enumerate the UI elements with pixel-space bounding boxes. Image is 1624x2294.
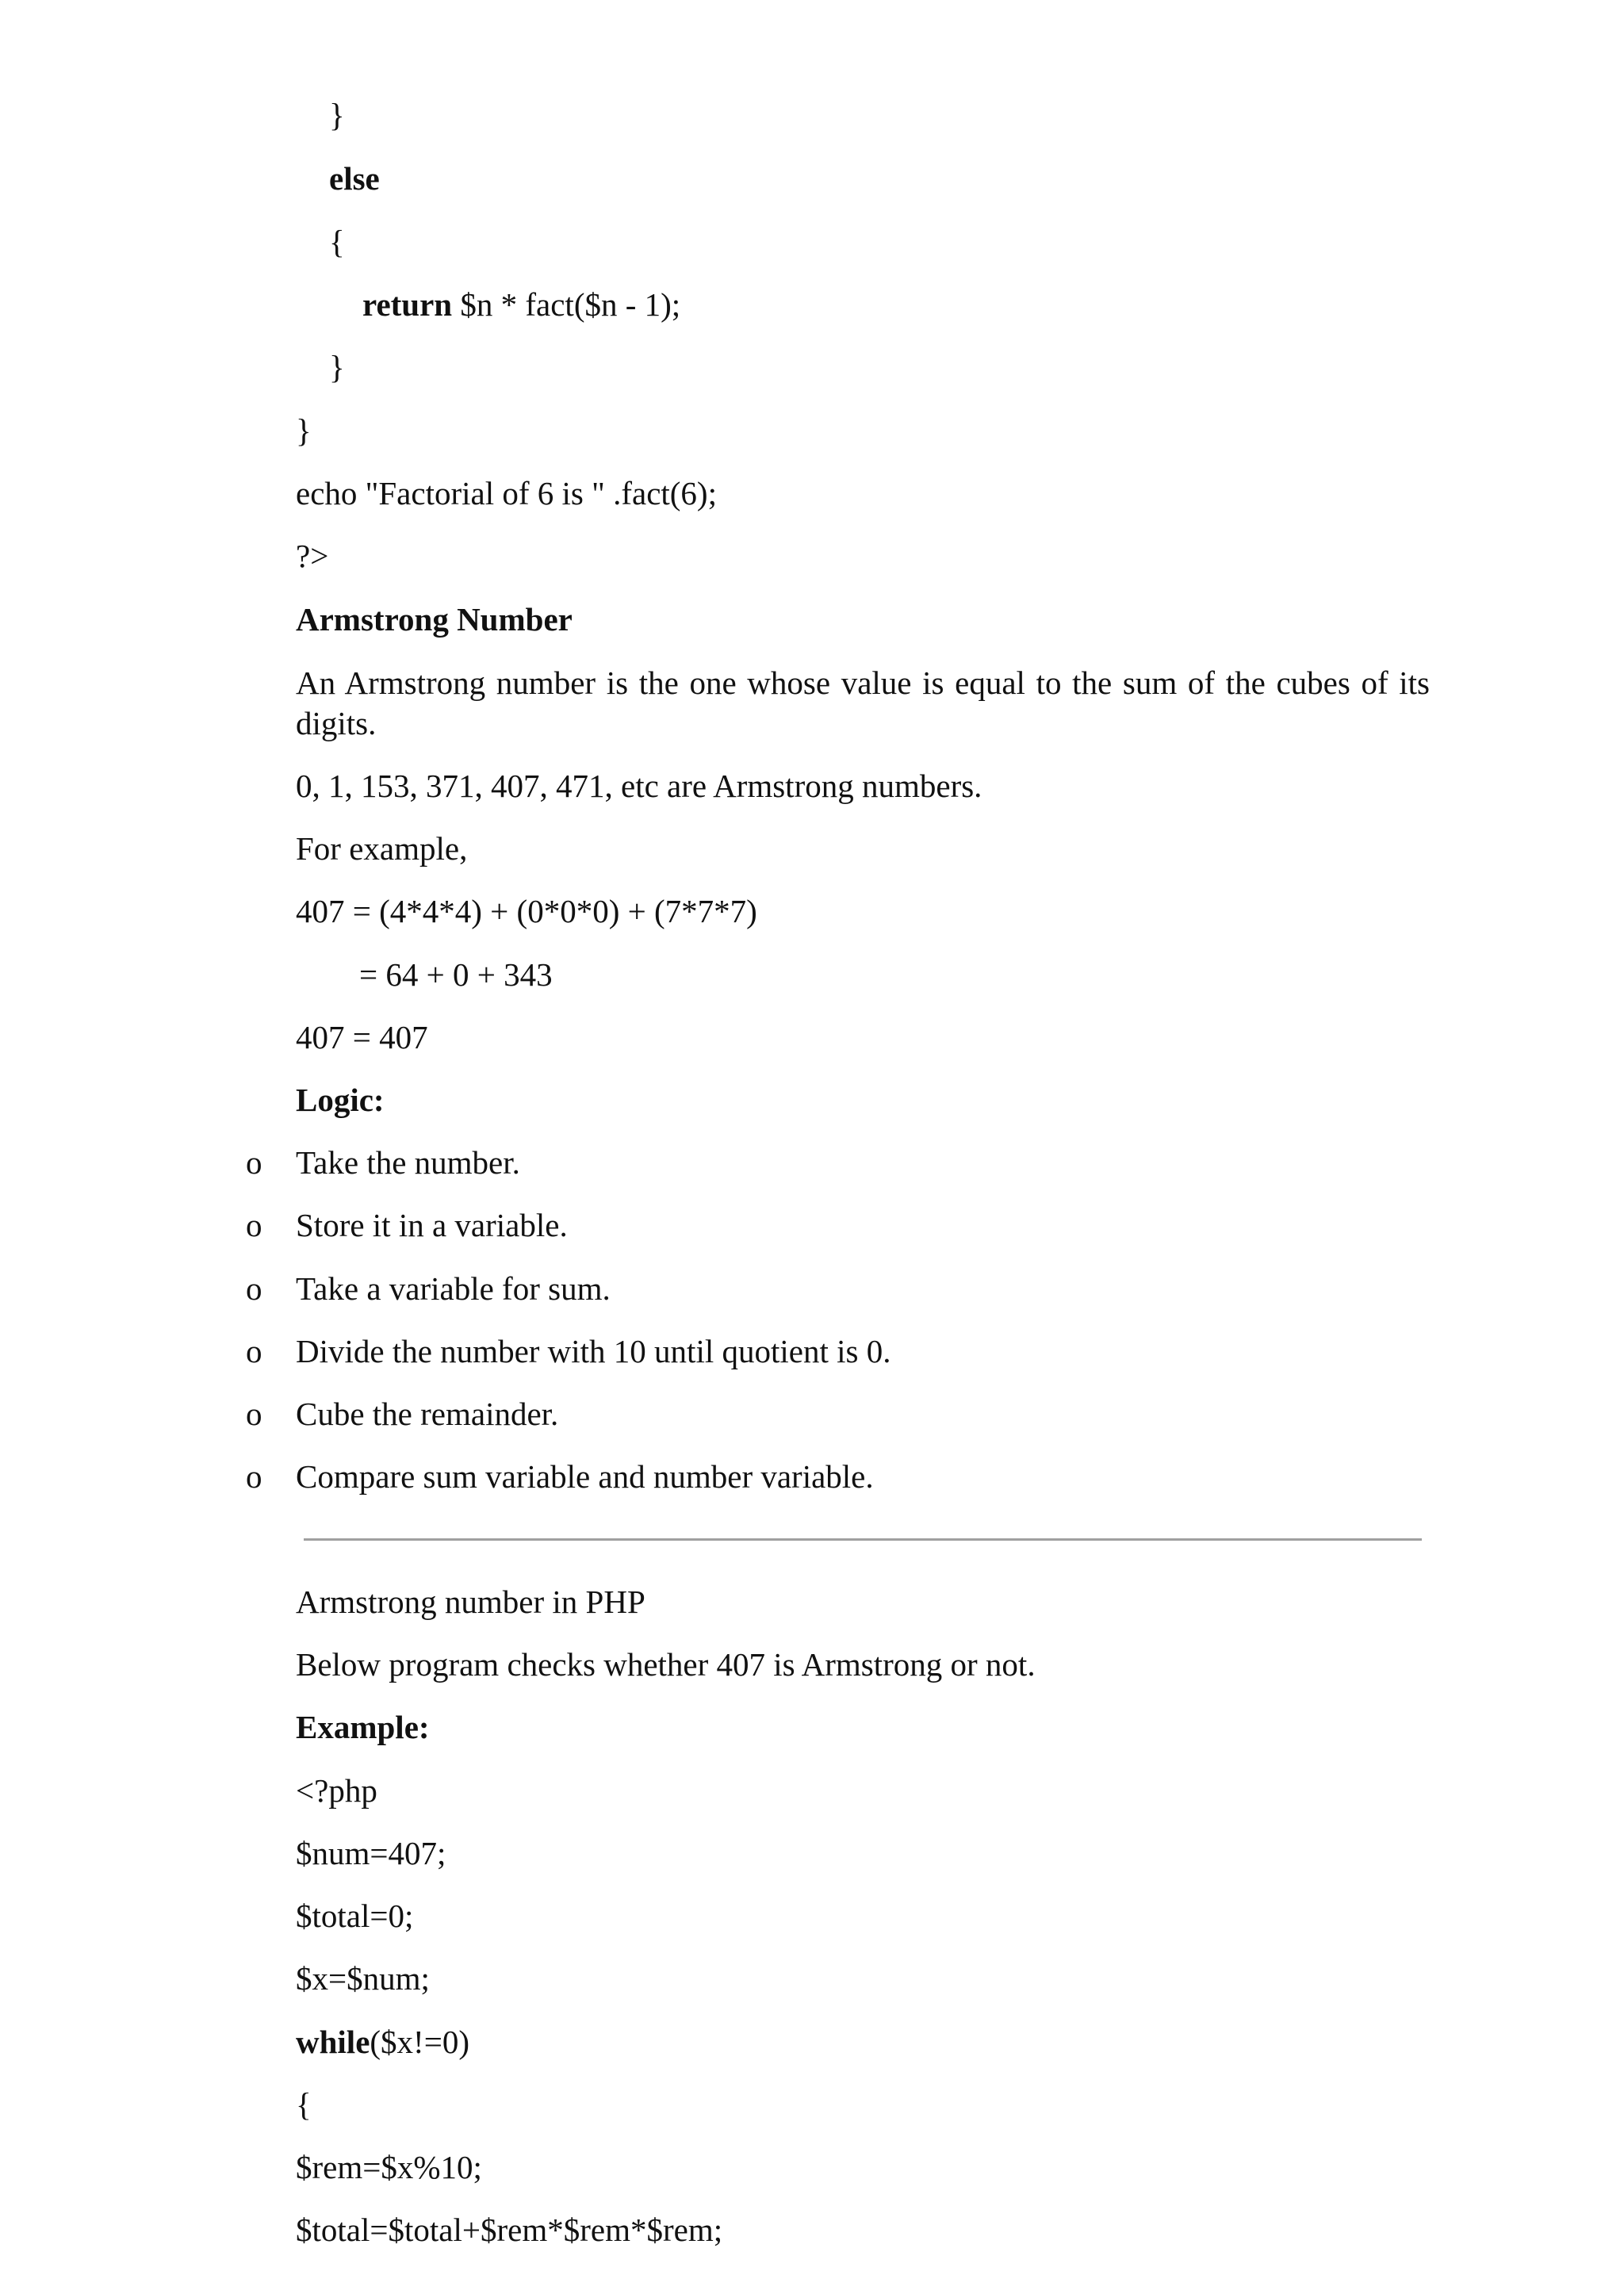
horizontal-divider	[304, 1538, 1422, 1541]
php-section-description: Below program checks whether 407 is Armstrong or not.	[296, 1646, 1036, 1683]
code-total-assign: $total=0;	[296, 1898, 414, 1934]
logic-step: Divide the number with 10 until quotient is 0.	[296, 1333, 891, 1369]
code-else-keyword: else	[329, 160, 380, 197]
code-brace-open: {	[329, 224, 345, 260]
bullet-marker: o	[246, 1144, 262, 1181]
code-return-keyword: return	[362, 286, 453, 323]
code-rem-assign: $rem=$x%10;	[296, 2149, 482, 2185]
code-while-line	[296, 2022, 469, 2062]
calc-line-3: 407 = 407	[296, 1019, 428, 1055]
bullet-marker: o	[246, 1333, 262, 1369]
armstrong-examples-list: 0, 1, 153, 371, 407, 471, etc are Armstrong numbers.	[296, 768, 982, 804]
code-while-keyword: while	[296, 2024, 370, 2060]
bullet-marker: o	[246, 1396, 262, 1432]
code-brace-close-else: }	[329, 349, 345, 385]
armstrong-definition: An Armstrong number is the one whose value is equal to the sum of the cubes of its digits.	[296, 664, 1430, 741]
bullet-marker: o	[246, 1207, 262, 1243]
calc-line-1: 407 = (4*4*4) + (0*0*0) + (7*7*7)	[296, 893, 757, 929]
logic-step: Take a variable for sum.	[296, 1270, 611, 1307]
code-return-expression: $n * fact($n - 1);	[452, 286, 681, 323]
php-section-title: Armstrong number in PHP	[296, 1584, 645, 1620]
logic-step: Take the number.	[296, 1144, 520, 1181]
code-while-condition: ($x!=0)	[370, 2024, 469, 2060]
code-brace-close-function: }	[296, 412, 312, 449]
logic-heading: Logic:	[296, 1082, 385, 1118]
code-return-line	[362, 285, 680, 324]
code-php-close-tag: ?>	[296, 538, 329, 574]
logic-step: Cube the remainder.	[296, 1396, 559, 1432]
code-while-brace-open: {	[296, 2086, 312, 2123]
for-example-text: For example,	[296, 830, 468, 867]
bullet-marker: o	[246, 1270, 262, 1307]
code-echo-line: echo "Factorial of 6 is " .fact(6);	[296, 475, 717, 511]
logic-step: Compare sum variable and number variable.	[296, 1458, 874, 1495]
code-php-open-tag: <?php	[296, 1772, 377, 1809]
code-x-assign: $x=$num;	[296, 1960, 430, 1997]
code-num-assign: $num=407;	[296, 1835, 446, 1871]
example-label: Example:	[296, 1709, 430, 1745]
armstrong-heading: Armstrong Number	[296, 601, 573, 638]
logic-step: Store it in a variable.	[296, 1207, 568, 1243]
calc-line-2: = 64 + 0 + 343	[359, 956, 553, 993]
code-total-calc: $total=$total+$rem*$rem*$rem;	[296, 2212, 723, 2248]
bullet-marker: o	[246, 1458, 262, 1495]
code-brace-close-inner: }	[329, 97, 345, 133]
